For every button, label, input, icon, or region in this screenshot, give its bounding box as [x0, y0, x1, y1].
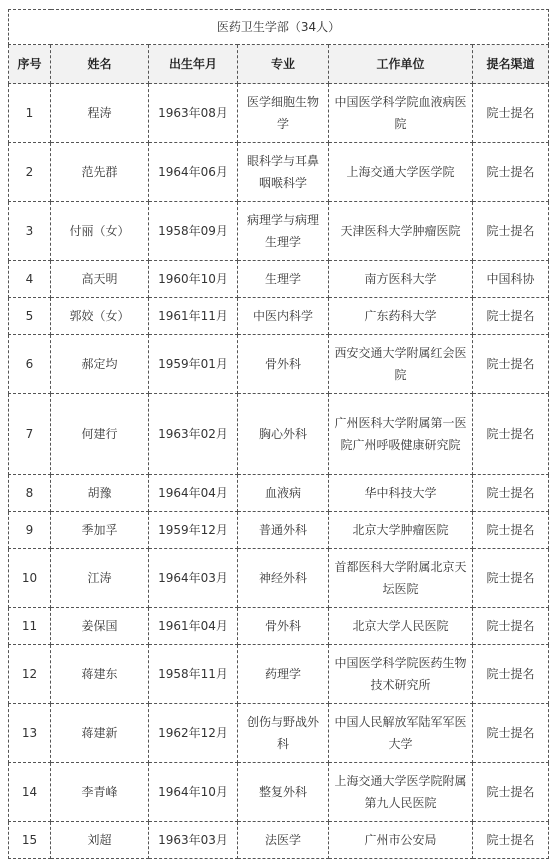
table-row [9, 202, 549, 261]
academician-table [8, 9, 549, 859]
header-name: 姓名 [51, 45, 149, 84]
header-unit: 工作单位 [329, 45, 473, 84]
header-row [9, 45, 549, 84]
cell-major: 骨外科 [238, 608, 329, 645]
table-row [9, 84, 549, 143]
cell-major: 普通外科 [238, 512, 329, 549]
cell-no: 13 [9, 704, 51, 763]
table-row [9, 394, 549, 475]
cell-no: 15 [9, 822, 51, 859]
cell-no: 2 [9, 143, 51, 202]
cell-channel: 院士提名 [473, 763, 549, 822]
cell-birth: 1958年09月 [149, 202, 238, 261]
cell-name: 姜保国 [51, 608, 149, 645]
cell-channel: 院士提名 [473, 704, 549, 763]
cell-channel: 院士提名 [473, 608, 549, 645]
cell-major: 整复外科 [238, 763, 329, 822]
cell-no: 9 [9, 512, 51, 549]
cell-major: 眼科学与耳鼻咽喉科学 [238, 143, 329, 202]
table-row [9, 763, 549, 822]
cell-channel: 院士提名 [473, 84, 549, 143]
cell-birth: 1959年01月 [149, 335, 238, 394]
cell-birth: 1962年12月 [149, 704, 238, 763]
cell-name: 蒋建新 [51, 704, 149, 763]
caption-row [9, 10, 549, 45]
cell-birth: 1958年11月 [149, 645, 238, 704]
cell-no: 6 [9, 335, 51, 394]
cell-major: 胸心外科 [238, 394, 329, 475]
cell-birth: 1961年11月 [149, 298, 238, 335]
cell-channel: 院士提名 [473, 298, 549, 335]
cell-channel: 院士提名 [473, 549, 549, 608]
cell-birth: 1964年04月 [149, 475, 238, 512]
cell-major: 中医内科学 [238, 298, 329, 335]
cell-unit: 中国医学科学院医药生物技术研究所 [329, 645, 473, 704]
cell-major: 生理学 [238, 261, 329, 298]
header-major: 专业 [238, 45, 329, 84]
cell-birth: 1964年03月 [149, 549, 238, 608]
cell-channel: 院士提名 [473, 822, 549, 859]
table-caption: 医药卫生学部（34人） [9, 10, 549, 45]
cell-unit: 中国人民解放军陆军军医大学 [329, 704, 473, 763]
table-body [9, 84, 549, 859]
cell-unit: 广州市公安局 [329, 822, 473, 859]
cell-channel: 中国科协 [473, 261, 549, 298]
cell-name: 刘超 [51, 822, 149, 859]
header-birth: 出生年月 [149, 45, 238, 84]
cell-channel: 院士提名 [473, 202, 549, 261]
cell-channel: 院士提名 [473, 394, 549, 475]
cell-name: 郭姣（女） [51, 298, 149, 335]
cell-channel: 院士提名 [473, 475, 549, 512]
cell-name: 付丽（女） [51, 202, 149, 261]
table-row [9, 143, 549, 202]
cell-unit: 北京大学肿瘤医院 [329, 512, 473, 549]
cell-unit: 广东药科大学 [329, 298, 473, 335]
table-row [9, 549, 549, 608]
table-row [9, 822, 549, 859]
cell-name: 江涛 [51, 549, 149, 608]
cell-major: 血液病 [238, 475, 329, 512]
table-row [9, 475, 549, 512]
cell-birth: 1964年06月 [149, 143, 238, 202]
cell-birth: 1963年02月 [149, 394, 238, 475]
cell-name: 高天明 [51, 261, 149, 298]
cell-name: 蒋建东 [51, 645, 149, 704]
cell-no: 10 [9, 549, 51, 608]
cell-unit: 上海交通大学医学院 [329, 143, 473, 202]
cell-major: 创伤与野战外科 [238, 704, 329, 763]
cell-no: 12 [9, 645, 51, 704]
cell-major: 医学细胞生物学 [238, 84, 329, 143]
cell-unit: 北京大学人民医院 [329, 608, 473, 645]
cell-no: 7 [9, 394, 51, 475]
table-row [9, 608, 549, 645]
cell-no: 1 [9, 84, 51, 143]
cell-birth: 1959年12月 [149, 512, 238, 549]
cell-birth: 1960年10月 [149, 261, 238, 298]
cell-name: 何建行 [51, 394, 149, 475]
cell-channel: 院士提名 [473, 645, 549, 704]
header-channel: 提名渠道 [473, 45, 549, 84]
cell-name: 胡豫 [51, 475, 149, 512]
table-row [9, 335, 549, 394]
cell-major: 骨外科 [238, 335, 329, 394]
table-row [9, 298, 549, 335]
cell-channel: 院士提名 [473, 143, 549, 202]
cell-name: 李青峰 [51, 763, 149, 822]
cell-no: 8 [9, 475, 51, 512]
header-no: 序号 [9, 45, 51, 84]
cell-unit: 西安交通大学附属红会医院 [329, 335, 473, 394]
cell-no: 3 [9, 202, 51, 261]
cell-birth: 1963年03月 [149, 822, 238, 859]
cell-unit: 华中科技大学 [329, 475, 473, 512]
cell-no: 11 [9, 608, 51, 645]
cell-major: 法医学 [238, 822, 329, 859]
cell-unit: 南方医科大学 [329, 261, 473, 298]
cell-major: 病理学与病理生理学 [238, 202, 329, 261]
cell-channel: 院士提名 [473, 335, 549, 394]
cell-unit: 广州医科大学附属第一医院广州呼吸健康研究院 [329, 394, 473, 475]
cell-birth: 1961年04月 [149, 608, 238, 645]
cell-name: 郝定均 [51, 335, 149, 394]
cell-channel: 院士提名 [473, 512, 549, 549]
table-row [9, 261, 549, 298]
cell-name: 程涛 [51, 84, 149, 143]
cell-unit: 首都医科大学附属北京天坛医院 [329, 549, 473, 608]
cell-birth: 1963年08月 [149, 84, 238, 143]
table-row [9, 704, 549, 763]
table-row [9, 645, 549, 704]
cell-no: 4 [9, 261, 51, 298]
cell-name: 范先群 [51, 143, 149, 202]
cell-no: 5 [9, 298, 51, 335]
table-row [9, 512, 549, 549]
cell-major: 神经外科 [238, 549, 329, 608]
cell-no: 14 [9, 763, 51, 822]
cell-unit: 中国医学科学院血液病医院 [329, 84, 473, 143]
cell-unit: 天津医科大学肿瘤医院 [329, 202, 473, 261]
cell-name: 季加孚 [51, 512, 149, 549]
cell-birth: 1964年10月 [149, 763, 238, 822]
cell-major: 药理学 [238, 645, 329, 704]
cell-unit: 上海交通大学医学院附属第九人民医院 [329, 763, 473, 822]
